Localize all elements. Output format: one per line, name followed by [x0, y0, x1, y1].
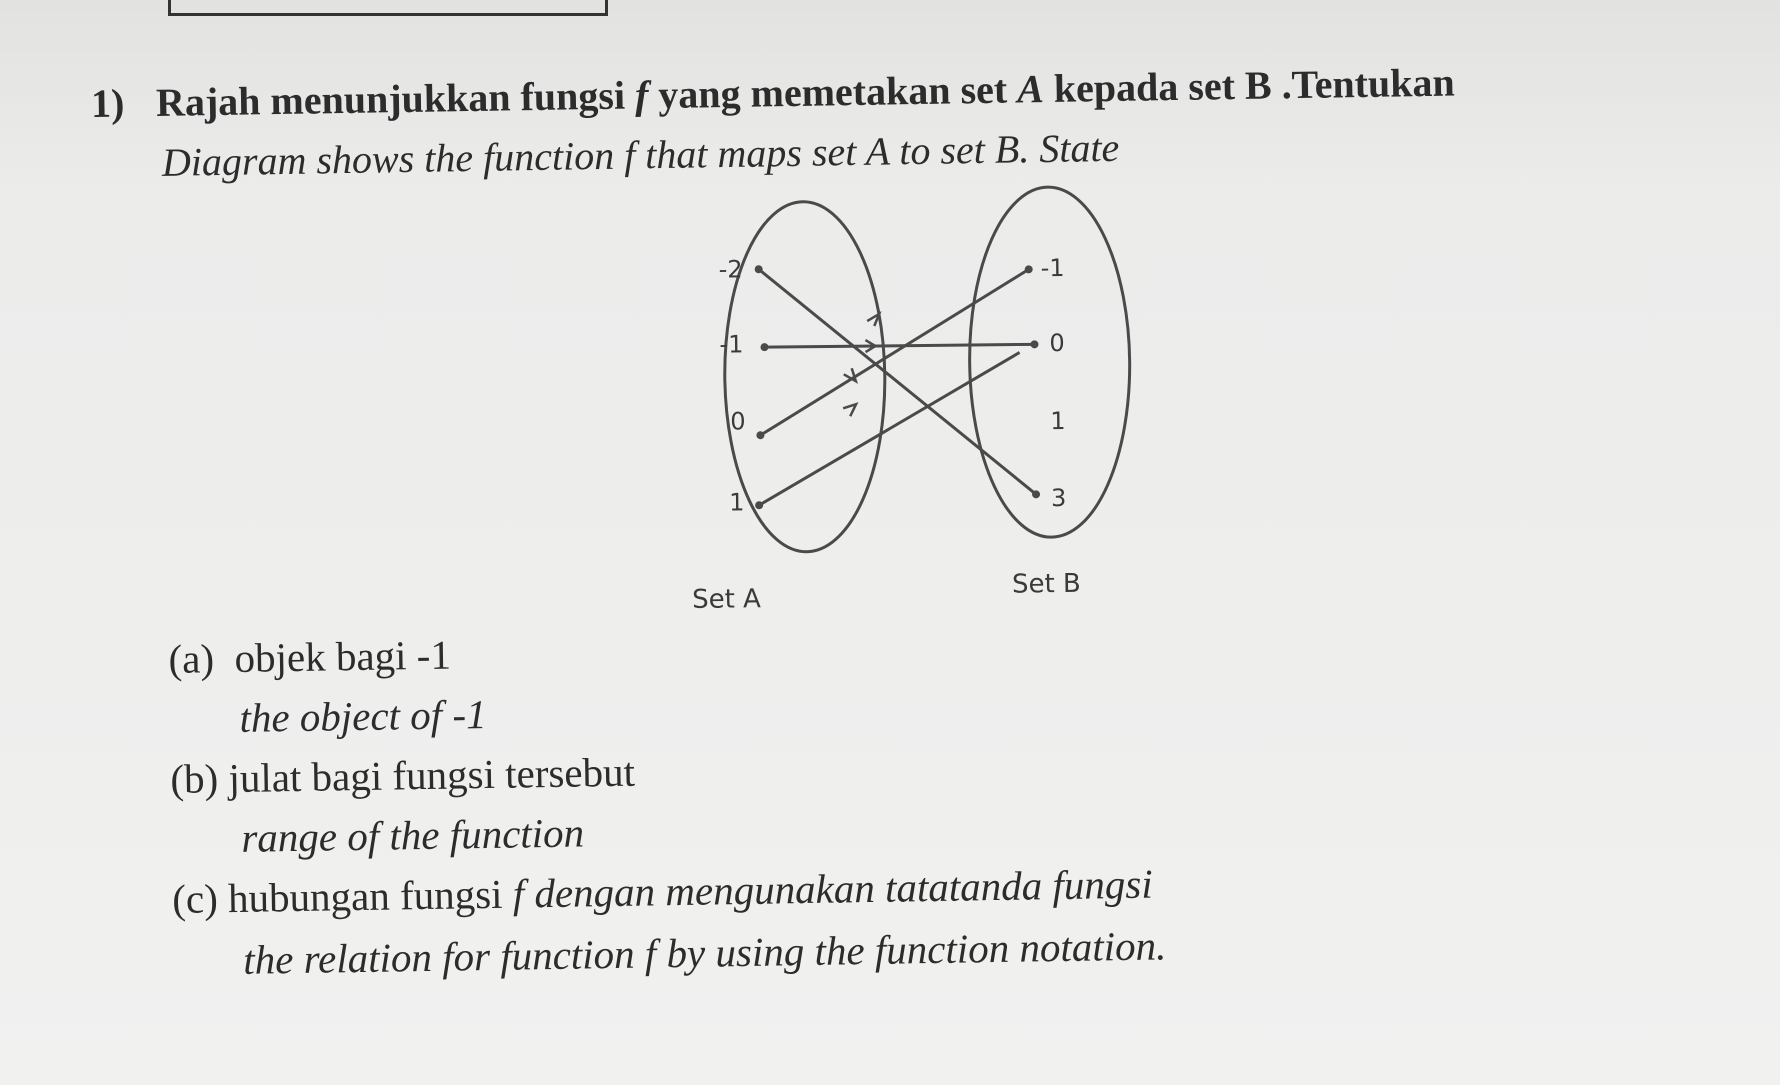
part-b-label: (b) — [170, 755, 219, 802]
set-a-element-3: 0 — [730, 407, 746, 436]
part-a-label: (a) — [168, 635, 215, 682]
part-a-english: the object of -1 — [239, 691, 487, 741]
set-b-element-2: 0 — [1049, 329, 1065, 358]
answer-box-edge — [168, 0, 608, 16]
part-c-malay-text: hubungan fungsi — [227, 870, 503, 922]
malay-f: f — [634, 72, 649, 118]
set-b-label: Set B — [1011, 568, 1081, 600]
part-b-malay — [170, 748, 635, 803]
part-a-malay-text: objek bagi -1 — [234, 631, 452, 681]
malay-part-2: yang memetakan set — [657, 66, 1008, 118]
set-b-element-1: -1 — [1040, 254, 1065, 283]
part-c-label: (c) — [171, 875, 219, 922]
set-a-element-4: 1 — [728, 488, 745, 517]
dot-b-0 — [1030, 340, 1038, 348]
set-a-element-1: -2 — [718, 255, 743, 284]
mapping-arrow-neg2-to-3 — [759, 266, 1036, 497]
part-b-english: range of the function — [240, 809, 585, 861]
set-a-label: Set A — [691, 584, 762, 615]
question-english-text: Diagram shows the function f that maps set A to set B. State — [161, 124, 1120, 185]
part-c-malay-italic: f dengan mengunakan tatatanda fungsi — [512, 860, 1154, 917]
part-c-english: the relation for function f by using the function notation. — [242, 922, 1167, 983]
mapping-arrow-neg1-to-0 — [764, 344, 1034, 347]
mapping-arrow-0-to-neg1 — [759, 269, 1031, 435]
part-b-malay-text: julat bagi fungsi tersebut — [228, 748, 636, 802]
malay-part-3: kepada set B .Tentukan — [1053, 59, 1456, 111]
set-b-element-4: 3 — [1050, 483, 1067, 513]
arrowhead-1 — [843, 404, 856, 416]
arrow-diagram — [691, 172, 1223, 617]
set-a-element-2: -1 — [719, 330, 744, 359]
set-b-ellipse — [968, 186, 1132, 538]
dot-a-neg1 — [760, 343, 768, 351]
set-b-element-3: 1 — [1050, 407, 1066, 436]
part-a-malay — [168, 631, 451, 683]
malay-set-a: A — [1016, 66, 1045, 112]
set-a-ellipse — [723, 201, 887, 553]
arrow-diagram-svg — [691, 172, 1223, 617]
arrowhead-0 — [867, 314, 879, 326]
malay-part-1: Rajah menunjukkan fungsi — [155, 72, 626, 125]
question-number: 1) — [90, 80, 125, 126]
